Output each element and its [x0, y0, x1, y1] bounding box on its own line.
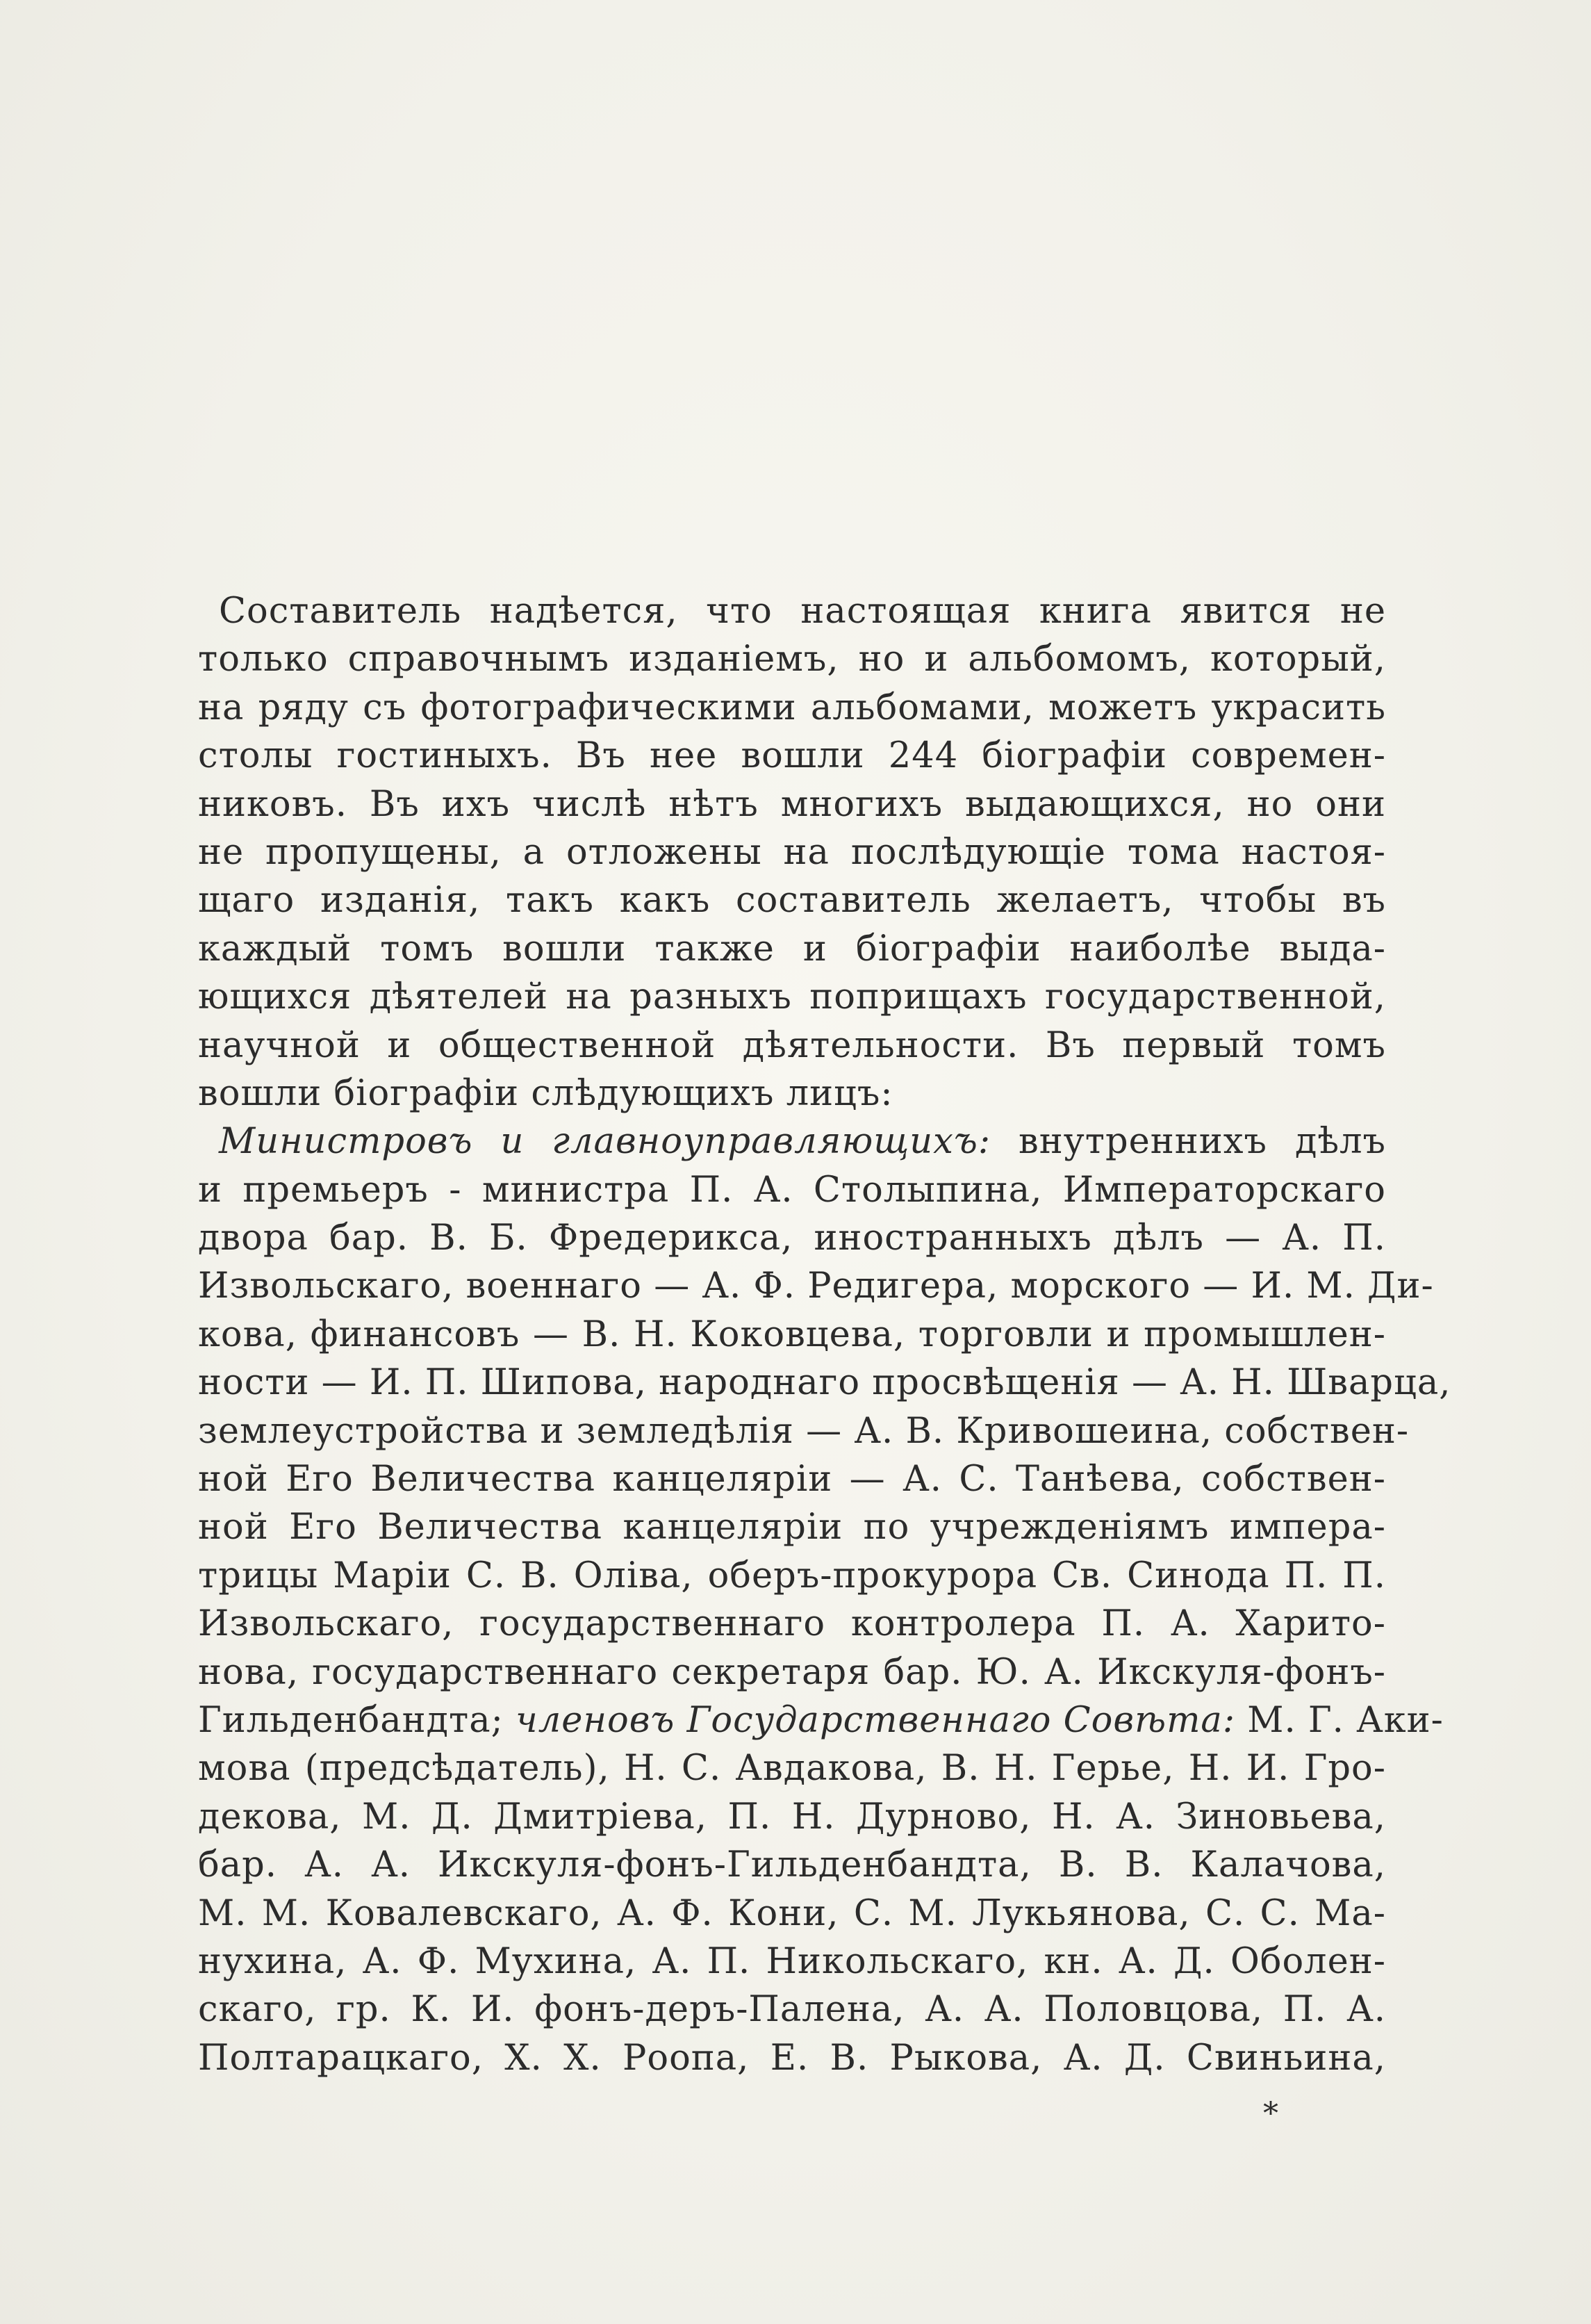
text-line: трицы Маріи С. В. Оліва, оберъ-прокурора Св. Синода П. П. — [198, 1555, 1386, 1596]
text-line: землеустройства и земледѣлія — А. В. Кривошеина, собствен- — [198, 1410, 1410, 1452]
text-line: бар. А. А. Икскуля-фонъ-Гильденбандта, В. В. Калачова, — [198, 1844, 1386, 1886]
italic-heading: Министровъ и главноуправляющихъ: — [219, 1121, 991, 1163]
text-line — [198, 1118, 1386, 1165]
text-line: столы гостиныхъ. Въ нее вошли 244 біографіи современ- — [198, 735, 1386, 777]
text-line: ющихся дѣятелей на разныхъ поприщахъ государственной, — [198, 976, 1386, 1018]
text-run: М. Г. Аки- — [1235, 1699, 1444, 1741]
text-line — [198, 1696, 1444, 1744]
text-line: никовъ. Въ ихъ числѣ нѣтъ многихъ выдающихся, но они — [198, 783, 1386, 825]
text-run: внутреннихъ дѣлъ — [991, 1121, 1386, 1163]
text-line: нова, государственнаго секретаря бар. Ю. А. Икскуля-фонъ- — [198, 1651, 1386, 1693]
text-line: ной Его Величества канцеляріи по учрежденіямъ импера- — [198, 1507, 1386, 1548]
text-line: скаго, гр. К. И. фонъ-деръ-Палена, А. А. Половцова, П. А. — [198, 1989, 1386, 2031]
text-line: нухина, А. Ф. Мухина, А. П. Никольскаго, кн. А. Д. Оболен- — [198, 1940, 1386, 1982]
text-line: только справочнымъ изданіемъ, но и альбомомъ, который, — [198, 639, 1386, 680]
text-line: ной Его Величества канцеляріи — А. С. Танѣева, собствен- — [198, 1459, 1386, 1500]
text-line: вошли біографіи слѣдующихъ лицъ: — [198, 1072, 893, 1114]
text-line: Извольскаго, военнаго — А. Ф. Редигера, морского — И. М. Ди- — [198, 1266, 1434, 1307]
text-line: кова, финансовъ — В. Н. Коковцева, торговли и промышлен- — [198, 1314, 1386, 1355]
text-run: Гильденбандта; — [198, 1699, 516, 1741]
text-line: Извольскаго, государственнаго контролера П. А. Харито- — [198, 1603, 1386, 1645]
text-line: научной и общественной дѣятельности. Въ первый томъ — [198, 1024, 1386, 1066]
text-line: и премьеръ - министра П. А. Столыпина, Императорскаго — [198, 1169, 1386, 1211]
text-line: М. М. Ковалевскаго, А. Ф. Кони, С. М. Лукьянова, С. С. Ма- — [198, 1892, 1386, 1934]
text-line: двора бар. В. Б. Фредерикса, иностранныхъ дѣлъ — А. П. — [198, 1218, 1386, 1259]
signature-mark: * — [1263, 2096, 1278, 2131]
text-line: Полтарацкаго, Х. Х. Роопа, Е. В. Рыкова, А. Д. Свиньина, — [198, 2037, 1386, 2079]
body-text — [198, 587, 1451, 2082]
text-line: щаго изданія, такъ какъ составитель желаетъ, чтобы въ — [198, 880, 1386, 922]
text-line: каждый томъ вошли также и біографіи наиболѣе выда- — [198, 928, 1386, 969]
text-line: на ряду съ фотографическими альбомами, можетъ украсить — [198, 687, 1386, 728]
text-line: ности — И. П. Шипова, народнаго просвѣщенія — А. Н. Шварца, — [198, 1362, 1451, 1404]
text-line: декова, М. Д. Дмитріева, П. Н. Дурново, Н. А. Зиновьева, — [198, 1796, 1386, 1838]
italic-heading: членовъ Государственнаго Совѣта: — [516, 1699, 1236, 1741]
text-line: мова (предсѣдатель), Н. С. Авдакова, В. Н. Герье, Н. И. Гро- — [198, 1748, 1386, 1790]
text-line: не пропущены, а отложены на послѣдующіе тома настоя- — [198, 831, 1386, 873]
text-line: Составитель надѣется, что настоящая книга явится не — [219, 591, 1386, 632]
